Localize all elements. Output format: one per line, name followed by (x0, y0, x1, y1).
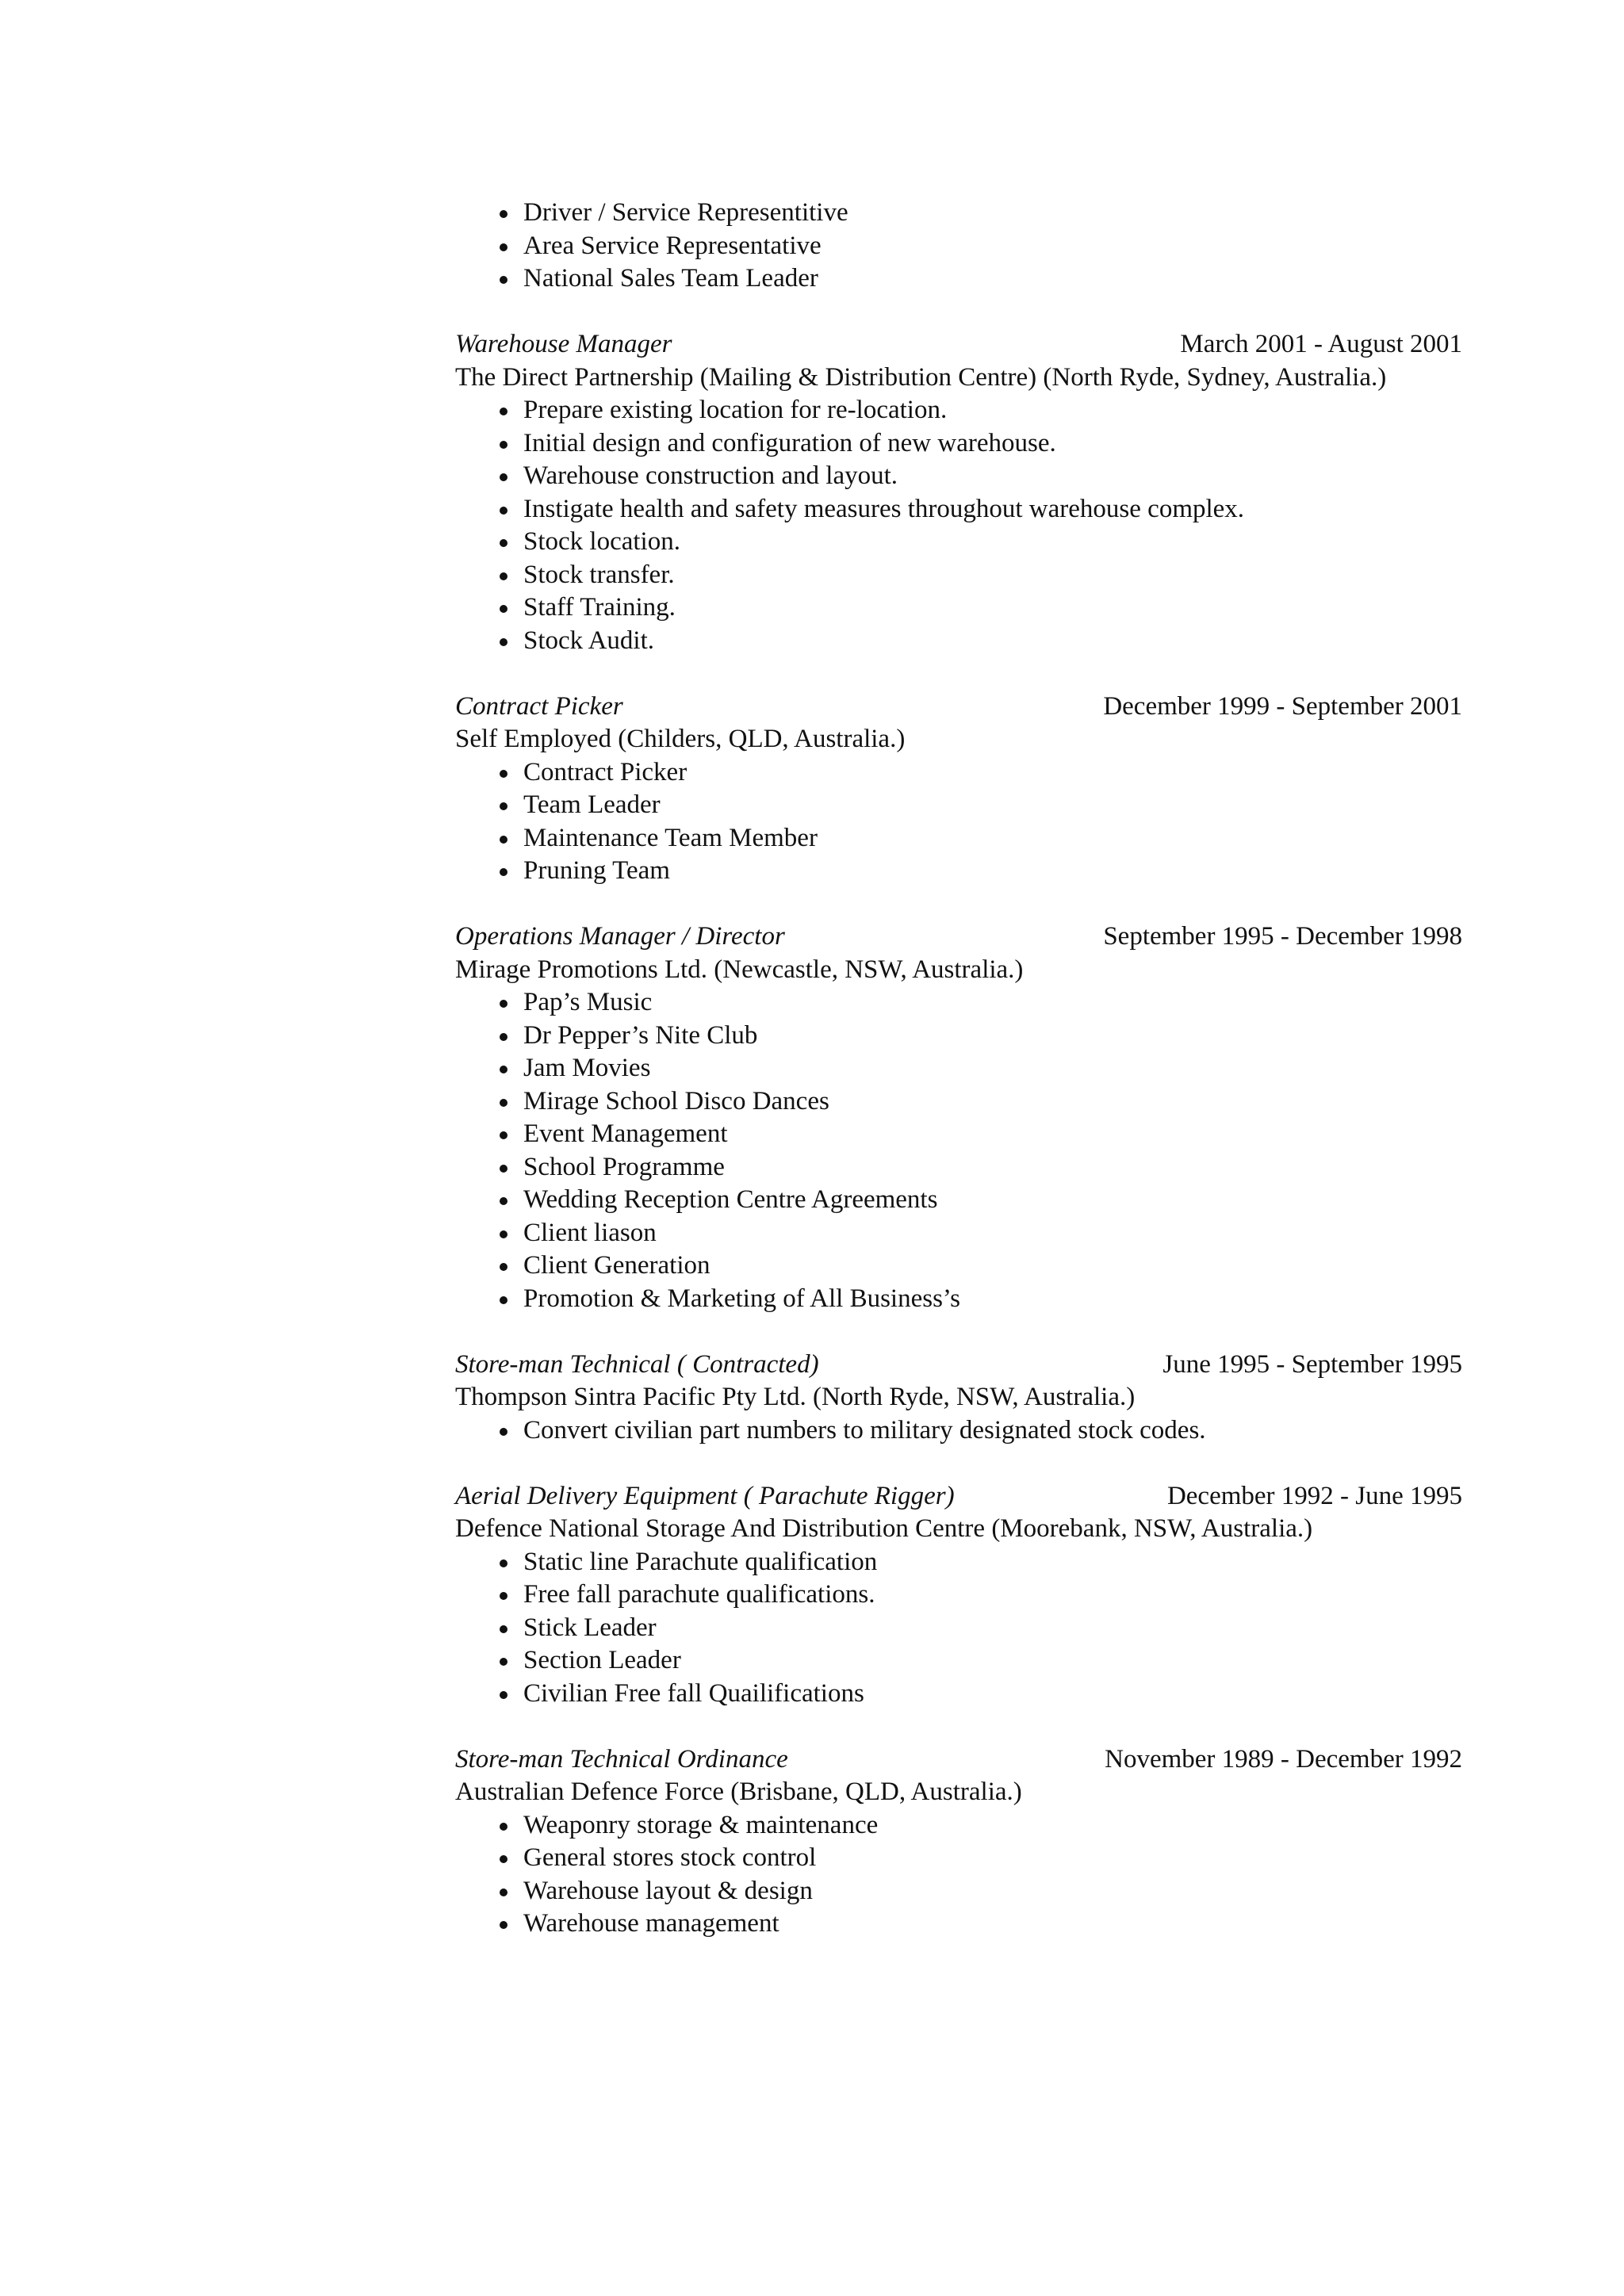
job-header (455, 328, 1462, 362)
job-header (455, 1349, 1462, 1382)
list-item: Dr Pepper’s Nite Club (455, 1020, 1462, 1053)
list-item: Wedding Reception Centre Agreements (455, 1184, 1462, 1217)
resume-page (455, 197, 1462, 1941)
list-item: Pap’s Music (455, 986, 1462, 1020)
job-header (455, 691, 1462, 724)
job-entry (455, 1480, 1462, 1711)
list-item: Section Leader (455, 1644, 1462, 1678)
job-employer: Defence National Storage And Distribution Centre (Moorebank, NSW, Australia.) (455, 1514, 1313, 1543)
intro-list (455, 197, 1462, 296)
job-title: Store-man Technical ( Contracted) (455, 1349, 819, 1379)
job-employer: Australian Defence Force (Brisbane, QLD, Australia.) (455, 1777, 1022, 1806)
job-dates: December 1992 - June 1995 (1166, 1481, 1462, 1510)
job-dates: December 1999 - September 2001 (1103, 691, 1462, 721)
job-entry (455, 1743, 1462, 1941)
job-dates: June 1995 - September 1995 (1162, 1349, 1462, 1379)
list-item: National Sales Team Leader (455, 262, 1462, 296)
job-duties (455, 756, 1462, 888)
job-dates: September 1995 - December 1998 (1103, 922, 1462, 951)
job-duties (455, 1546, 1462, 1711)
job-title: Aerial Delivery Equipment ( Parachute Rigger) (455, 1481, 955, 1510)
list-item: Client liason (455, 1217, 1462, 1250)
list-item: Warehouse management (455, 1908, 1462, 1941)
job-duties (455, 394, 1462, 657)
list-item: Contract Picker (455, 756, 1462, 790)
list-item: Stock location. (455, 526, 1462, 559)
job-employer: Self Employed (Childers, QLD, Australia.) (455, 725, 906, 753)
list-item: General stores stock control (455, 1842, 1462, 1875)
list-item: Client Generation (455, 1249, 1462, 1283)
job-title: Operations Manager / Director (455, 922, 785, 951)
job-employer: Mirage Promotions Ltd. (Newcastle, NSW, Australia.) (455, 955, 1024, 984)
job-duties (455, 1414, 1462, 1448)
list-item: Team Leader (455, 789, 1462, 822)
list-item: Stock Audit. (455, 625, 1462, 658)
job-title: Warehouse Manager (455, 330, 672, 358)
job-header (455, 1743, 1462, 1777)
list-item: Driver / Service Representitive (455, 197, 1462, 230)
list-item: Stock transfer. (455, 559, 1462, 592)
list-item: Civilian Free fall Quailifications (455, 1678, 1462, 1711)
list-item: Pruning Team (455, 855, 1462, 888)
job-duties (455, 1809, 1462, 1941)
job-entry (455, 328, 1462, 657)
list-item: Promotion & Marketing of All Business’s (455, 1283, 1462, 1316)
job-title: Store-man Technical Ordinance (455, 1744, 788, 1774)
list-item: Free fall parachute qualifications. (455, 1578, 1462, 1612)
list-item: Staff Training. (455, 591, 1462, 625)
list-item: Instigate health and safety measures throughout warehouse complex. (455, 493, 1462, 526)
job-header (455, 1480, 1462, 1513)
list-item: Convert civilian part numbers to military designated stock codes. (455, 1414, 1462, 1448)
job-dates: March 2001 - August 2001 (1180, 330, 1462, 358)
list-item: Stick Leader (455, 1612, 1462, 1645)
list-item: Warehouse construction and layout. (455, 460, 1462, 493)
list-item: Prepare existing location for re-location. (455, 394, 1462, 427)
job-dates: November 1989 - December 1992 (1105, 1744, 1462, 1774)
list-item: Event Management (455, 1118, 1462, 1151)
list-item: Maintenance Team Member (455, 822, 1462, 855)
list-item: Mirage School Disco Dances (455, 1085, 1462, 1119)
job-duties (455, 986, 1462, 1315)
list-item: Static line Parachute qualification (455, 1546, 1462, 1579)
job-entry (455, 920, 1462, 1315)
list-item: Jam Movies (455, 1052, 1462, 1085)
job-title: Contract Picker (455, 691, 623, 721)
list-item: School Programme (455, 1151, 1462, 1184)
list-item: Warehouse layout & design (455, 1875, 1462, 1908)
job-entry (455, 691, 1462, 888)
job-header (455, 920, 1462, 954)
job-entry (455, 1349, 1462, 1448)
list-item: Area Service Representative (455, 230, 1462, 263)
list-item: Initial design and configuration of new warehouse. (455, 427, 1462, 461)
list-item: Weaponry storage & maintenance (455, 1809, 1462, 1843)
job-employer: Thompson Sintra Pacific Pty Ltd. (North Ryde, NSW, Australia.) (455, 1383, 1136, 1411)
job-employer: The Direct Partnership (Mailing & Distribution Centre) (North Ryde, Sydney, Australia.) (455, 362, 1387, 392)
